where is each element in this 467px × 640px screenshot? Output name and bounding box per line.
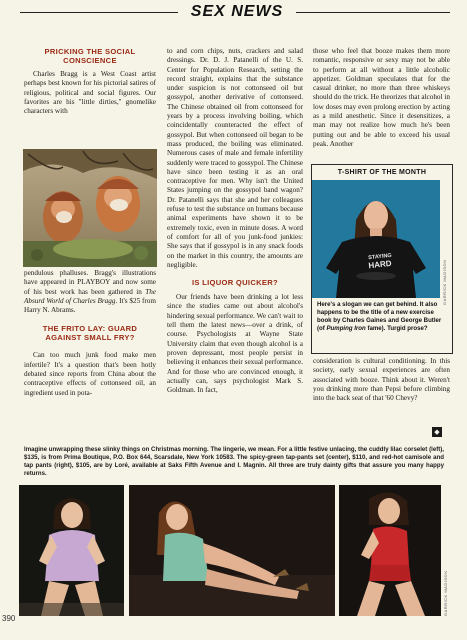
page-number: 390: [2, 614, 16, 623]
masthead-rule-right: [296, 12, 450, 13]
article-heading-liquor: IS LIQUOR QUICKER?: [192, 278, 278, 288]
lingerie-photo-credit: GARRICK MADISON: [443, 570, 448, 616]
lingerie-photo-center: [129, 485, 335, 616]
column-3-bottom: [313, 357, 450, 403]
tshirt-slogan: [360, 253, 400, 269]
article-heading-frito: THE FRITO LAY: GUARD AGAINST SMALL FRY?: [42, 324, 138, 343]
column-1-top: [24, 47, 156, 116]
tshirt-caption: Here's a slogan we can get behind. It also happens to be the title of a new exercise book by Charles Gaines and George Butler (of Pumping Iron fame). Turgid prose?: [317, 301, 442, 332]
masthead-rule-left: [20, 12, 178, 13]
article-paragraph-continued: consideration is cultural conditioning. In this society, early sexual experiences are often associated with booze. Think about it. Weren't you drinking more than Pepsi before climbing into the back seat of that '60 Chevy?: [313, 357, 450, 403]
lingerie-caption: Imagine unwrapping these slinky things on Christmas morning. The lingerie, we mean. For a little festive unlacing, the cuddly lilac corselet (left), $135, is from Prima Boutique, P.O. Box 644, Scarsdale, New York 10583. The spicy-green tap-pants set (center), $110, and red-hot camisole and tap pants (right), $105, are by Loré, available at Saks Fifth Avenue and I. Magnin. All three are truly dainty gifts that assure you many happy returns.: [24, 446, 444, 477]
film-title: Pumping Iron: [326, 325, 366, 332]
tshirt-heading: T-SHIRT OF THE MONTH: [337, 169, 427, 176]
article-paragraph: Can too much junk food make men infertile? It's a question that's been hotly debated since reports from China about the contraceptive effects of cottonseed oil, an ingredient used in pota-: [24, 351, 156, 397]
tshirt-of-the-month-box: [311, 164, 453, 354]
article-paragraph-continued: to and corn chips, nuts, crackers and salad dressings. Dr. D. J. Patanelli of the U. S. Center for Population Research, setting the record straight, explains that the substance under suspicion is not cottonseed oil but gossypol, another derivative of cottonseed. The Chinese obtained oil from cottonseed for years by a process involving boiling, which coincidentally counteracted the effect of gossypol. But when cottonseed oil began to be mass produced, the boiling was eliminated. Numerous cases of male and female infertility suddenly were traced to gossypol. The Chinese have since been testing it as an oral contraceptive for men. Why isn't the United States jumping on the gossypol band wagon? Dr. Patanelli says that she and her colleagues refuse to test the substance on humans because animal experiments have shown it to be extremely toxic, even in minute doses. A word of comfort for all of you junk-food junkies: She says that if gossypol is in any snack foods on the market in this country, the amounts are negligible.: [167, 47, 303, 269]
lingerie-photo-left: [19, 485, 124, 616]
tshirt-photo-credit: GARRICK MADISON: [442, 259, 447, 305]
book-title: The Absurd World of Charles Bragg: [24, 287, 156, 305]
tshirt-photo: [312, 180, 440, 298]
lingerie-photo-right: [339, 485, 441, 616]
bragg-gnome-illustration: [23, 149, 157, 267]
section-masthead: [20, 2, 450, 24]
article-paragraph-continued: pendulous phalluses. Bragg's illustrations have appeared in PLAYBOY and now some of his best work has been gathered in The Absurd World of Charles Bragg. It's $25 from Harry N. Abrams.: [24, 269, 156, 315]
article-paragraph: Our friends have been drinking a lot less since the studies came out about alcohol's hindering sexual performance. We can't wait to tell them the latest news—over a drink, of course. Psychologists at Wayne State University claim that even though alcohol is a proven depressant, most people persist in believing it enhances their sexual performance. And for those who are convinced enough, it actually can, says psychologist Mark S. Goldman. In fact,: [167, 293, 303, 395]
column-2: [167, 47, 303, 395]
article-heading-bragg: PRICKING THE SOCIAL CONSCIENCE: [44, 47, 136, 65]
tshirt-slogan-line-2: HARD: [367, 258, 392, 271]
tshirt-slogan-line-1: STAYING: [367, 252, 393, 262]
section-title: SEX NEWS: [190, 3, 284, 20]
article-paragraph-continued: those who feel that booze makes them more romantic, responsive or sexy may not be able to perform at all without a little alcoholic appetizer. Goldman speculates that for the casual drinker, no more than three whiskeys should do the trick. He theorizes that alcohol in low doses may even prolong erection by acting as a mild anesthetic. Since it desensitizes, a man may not realize how much he's been putting out and be able to exceed his usual peak. Another: [313, 47, 450, 148]
column-1-bottom: [24, 269, 156, 398]
playboy-rabbit-icon: ◆: [432, 427, 442, 437]
article-paragraph: Charles Bragg is a West Coast artist perhaps best known for his pictorial satires of religious, political and social figures. Our favorites are his "little dirties," gnomelike characters with: [24, 70, 156, 116]
column-3-top: [313, 47, 450, 149]
